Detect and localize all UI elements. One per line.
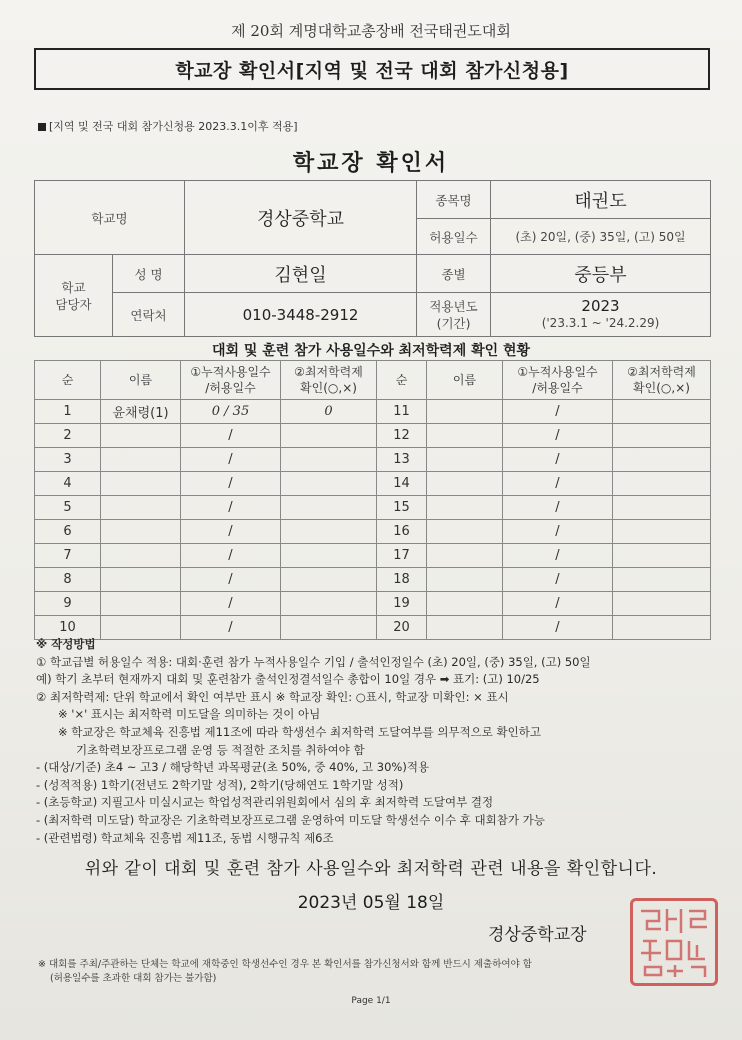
- row-name: [101, 496, 181, 520]
- note-line: ② 최저학력제: 단위 학교에서 확인 여부만 표시 ※ 학교장 확인: ○표시, 학교장 미확인: × 표시: [36, 689, 509, 704]
- note-line: 예) 학기 초부터 현재까지 대회 및 훈련참가 출석인정결석일수 총합이 10일 경우 ➡ 표기: (고) 10/25: [36, 672, 540, 687]
- row-days: /: [181, 472, 281, 496]
- table-row: [35, 448, 711, 472]
- teacher-label-line2: 담당자: [55, 296, 92, 312]
- table-row: [35, 592, 711, 616]
- row-days-2: /: [503, 616, 613, 640]
- row-no: 6: [35, 520, 101, 544]
- table-header-row: [35, 361, 711, 400]
- row-name-2: [427, 568, 503, 592]
- row-name: [101, 544, 181, 568]
- row-days-2: /: [503, 424, 613, 448]
- year-value: 2023: [581, 296, 620, 315]
- row-no: 10: [35, 616, 101, 640]
- row-days: /: [181, 424, 281, 448]
- row-no-2: 16: [377, 520, 427, 544]
- note-line: ※ '×' 표시는 최저학력 미도달을 의미하는 것이 아님: [58, 707, 321, 722]
- row-check: [281, 520, 377, 544]
- header-days-line2: /허용일수: [205, 381, 256, 395]
- row-no: 1: [35, 400, 101, 424]
- note-line: - (대상/기준) 초4 ~ 고3 / 해당학년 과목평균(초 50%, 중 40%, 고 30%)적용: [36, 760, 430, 775]
- note-line: - (성적적용) 1학기(전년도 2학기말 성적), 2학기(당해연도 1학기말 성적): [36, 777, 404, 792]
- footnote: [38, 958, 718, 986]
- name-label: 성 명: [113, 255, 185, 293]
- row-days: /: [181, 520, 281, 544]
- row-check: [281, 544, 377, 568]
- applicability-note: [38, 118, 298, 134]
- row-check: [281, 472, 377, 496]
- note-line: ※ 학교장은 학교체육 진흥법 제11조에 따라 학생선수 최저학력 도달여부를 의무적으로 확인하고: [58, 724, 541, 739]
- main-title: 학교장 확인서: [292, 151, 450, 176]
- row-no: 9: [35, 592, 101, 616]
- header-days: [181, 361, 281, 400]
- year-label: [417, 293, 491, 337]
- note-line: ※ 작성방법: [36, 637, 96, 651]
- document-title: 학교장 확인서[지역 및 전국 대회 참가신청용]: [34, 48, 710, 90]
- footnote-line1: ※ 대회를 주최/주관하는 단체는 학교에 재학중인 학생선수인 경우 본 확인서를 참가신청서와 함께 반드시 제출하여야 함: [38, 959, 532, 970]
- header-check: [281, 361, 377, 400]
- row-no-2: 14: [377, 472, 427, 496]
- row-days-2: /: [503, 520, 613, 544]
- row-no-2: 18: [377, 568, 427, 592]
- table-row: [35, 496, 711, 520]
- issue-date: 2023년 05월 18일: [297, 893, 445, 913]
- row-days: 0 / 35: [181, 400, 281, 424]
- row-name-2: [427, 520, 503, 544]
- row-name: [101, 448, 181, 472]
- row-days-2: /: [503, 472, 613, 496]
- row-name: 윤채령(1): [101, 400, 181, 424]
- row-name-2: [427, 448, 503, 472]
- row-days: /: [181, 544, 281, 568]
- header-check-line2: 확인(○,×): [300, 381, 357, 395]
- row-days-2: /: [503, 568, 613, 592]
- period-value: ('23.3.1 ~ '24.2.29): [541, 315, 660, 330]
- row-no: 4: [35, 472, 101, 496]
- square-bullet-icon: [38, 123, 46, 131]
- row-check: 0: [281, 400, 377, 424]
- table-row: [35, 424, 711, 448]
- row-check-2: [613, 520, 711, 544]
- header-days-line1: ①누적사용일수: [190, 365, 271, 379]
- event-title: 제 20회 계명대학교총장배 전국태권도대회: [231, 22, 511, 40]
- row-name-2: [427, 544, 503, 568]
- row-name: [101, 424, 181, 448]
- row-no: 2: [35, 424, 101, 448]
- header-no-2: 순: [377, 361, 427, 400]
- row-name: [101, 520, 181, 544]
- contact-label: 연락처: [113, 293, 185, 337]
- header-days-2-line1: ①누적사용일수: [517, 365, 598, 379]
- row-check: [281, 592, 377, 616]
- level-value: 중등부: [491, 255, 711, 293]
- row-no: 3: [35, 448, 101, 472]
- footnote-line2: (허용일수를 초과한 대회 참가는 불가함): [50, 973, 217, 984]
- teacher-label: [35, 255, 113, 337]
- row-no: 7: [35, 544, 101, 568]
- row-days-2: /: [503, 592, 613, 616]
- row-no-2: 13: [377, 448, 427, 472]
- row-name-2: [427, 400, 503, 424]
- row-check-2: [613, 424, 711, 448]
- row-days: /: [181, 616, 281, 640]
- header-no: 순: [35, 361, 101, 400]
- row-check-2: [613, 496, 711, 520]
- row-days: /: [181, 568, 281, 592]
- note-line: 기초학력보장프로그램 운영 등 적절한 조치를 취하여야 함: [76, 742, 365, 757]
- row-name-2: [427, 424, 503, 448]
- header-days-2-line2: /허용일수: [532, 381, 583, 395]
- row-name-2: [427, 496, 503, 520]
- row-no: 8: [35, 568, 101, 592]
- header-check-2: [613, 361, 711, 400]
- sport-value: 태권도: [491, 181, 711, 219]
- row-name-2: [427, 472, 503, 496]
- row-check: [281, 496, 377, 520]
- page-number: Page 1/1: [351, 996, 391, 1006]
- header-check-2-line2: 확인(○,×): [633, 381, 690, 395]
- note-line: - (최저학력 미도달) 학교장은 기초학력보장프로그램 운영하여 미도달 학생선수 이수 후 대회참가 가능: [36, 812, 545, 827]
- year-cell: [491, 293, 711, 337]
- school-value: 경상중학교: [185, 181, 417, 255]
- row-days: /: [181, 448, 281, 472]
- header-check-2-line1: ②최저학력제: [627, 365, 696, 379]
- row-no-2: 11: [377, 400, 427, 424]
- name-value: 김현일: [185, 255, 417, 293]
- row-check-2: [613, 472, 711, 496]
- row-check-2: [613, 568, 711, 592]
- allowed-days-value: (초) 20일, (중) 35일, (고) 50일: [491, 219, 711, 255]
- row-days-2: /: [503, 448, 613, 472]
- row-days: /: [181, 592, 281, 616]
- sport-label: 종목명: [417, 181, 491, 219]
- header-name-2: 이름: [427, 361, 503, 400]
- school-label: 학교명: [35, 181, 185, 255]
- year-label-line2: (기간): [436, 315, 471, 331]
- row-no: 5: [35, 496, 101, 520]
- row-days-2: /: [503, 544, 613, 568]
- level-label: 종별: [417, 255, 491, 293]
- table-row: [35, 544, 711, 568]
- teacher-label-line1: 학교: [61, 279, 86, 295]
- row-no-2: 20: [377, 616, 427, 640]
- row-no-2: 17: [377, 544, 427, 568]
- allowed-days-label: 허용일수: [417, 219, 491, 255]
- row-name: [101, 592, 181, 616]
- header-days-2: [503, 361, 613, 400]
- year-label-line1: 적용년도: [429, 298, 478, 314]
- applicability-text: [지역 및 전국 대회 참가신청용 2023.3.1이후 적용]: [49, 120, 298, 133]
- table-row: [35, 568, 711, 592]
- confirmation-statement: 위와 같이 대회 및 훈련 참가 사용일수와 최저학력 관련 내용을 확인합니다.: [84, 859, 658, 879]
- row-name: [101, 568, 181, 592]
- participation-table: [34, 360, 711, 640]
- contact-value: 010-3448-2912: [185, 293, 417, 337]
- row-days-2: /: [503, 400, 613, 424]
- row-name-2: [427, 592, 503, 616]
- note-line: - (초등학교) 지필고사 미실시교는 학업성적관리위원회에서 심의 후 최저학력 도달여부 결정: [36, 795, 494, 810]
- row-check-2: [613, 592, 711, 616]
- header-name: 이름: [101, 361, 181, 400]
- row-days-2: /: [503, 496, 613, 520]
- row-check: [281, 424, 377, 448]
- row-check: [281, 568, 377, 592]
- table-row: [35, 472, 711, 496]
- table-row: [35, 520, 711, 544]
- school-info-table: [34, 180, 711, 337]
- writing-instructions: [36, 636, 726, 847]
- principal-name: 경상중학교장: [488, 925, 587, 945]
- note-line: ① 학교급별 허용일수 적용: 대회·훈련 참가 누적사용일수 기입 / 출석인정일수 (초) 20일, (중) 35일, (고) 50일: [36, 654, 591, 669]
- table-row: [35, 400, 711, 424]
- row-name: [101, 472, 181, 496]
- row-no-2: 15: [377, 496, 427, 520]
- row-no-2: 12: [377, 424, 427, 448]
- section-title: 대회 및 훈련 참가 사용일수와 최저학력제 확인 현황: [211, 343, 531, 359]
- row-check: [281, 448, 377, 472]
- row-check-2: [613, 448, 711, 472]
- header-check-line1: ②최저학력제: [294, 365, 363, 379]
- row-days: /: [181, 496, 281, 520]
- row-check-2: [613, 544, 711, 568]
- note-line: - (관련법령) 학교체육 진흥법 제11조, 동법 시행규칙 제6조: [36, 830, 334, 845]
- row-no-2: 19: [377, 592, 427, 616]
- row-check-2: [613, 400, 711, 424]
